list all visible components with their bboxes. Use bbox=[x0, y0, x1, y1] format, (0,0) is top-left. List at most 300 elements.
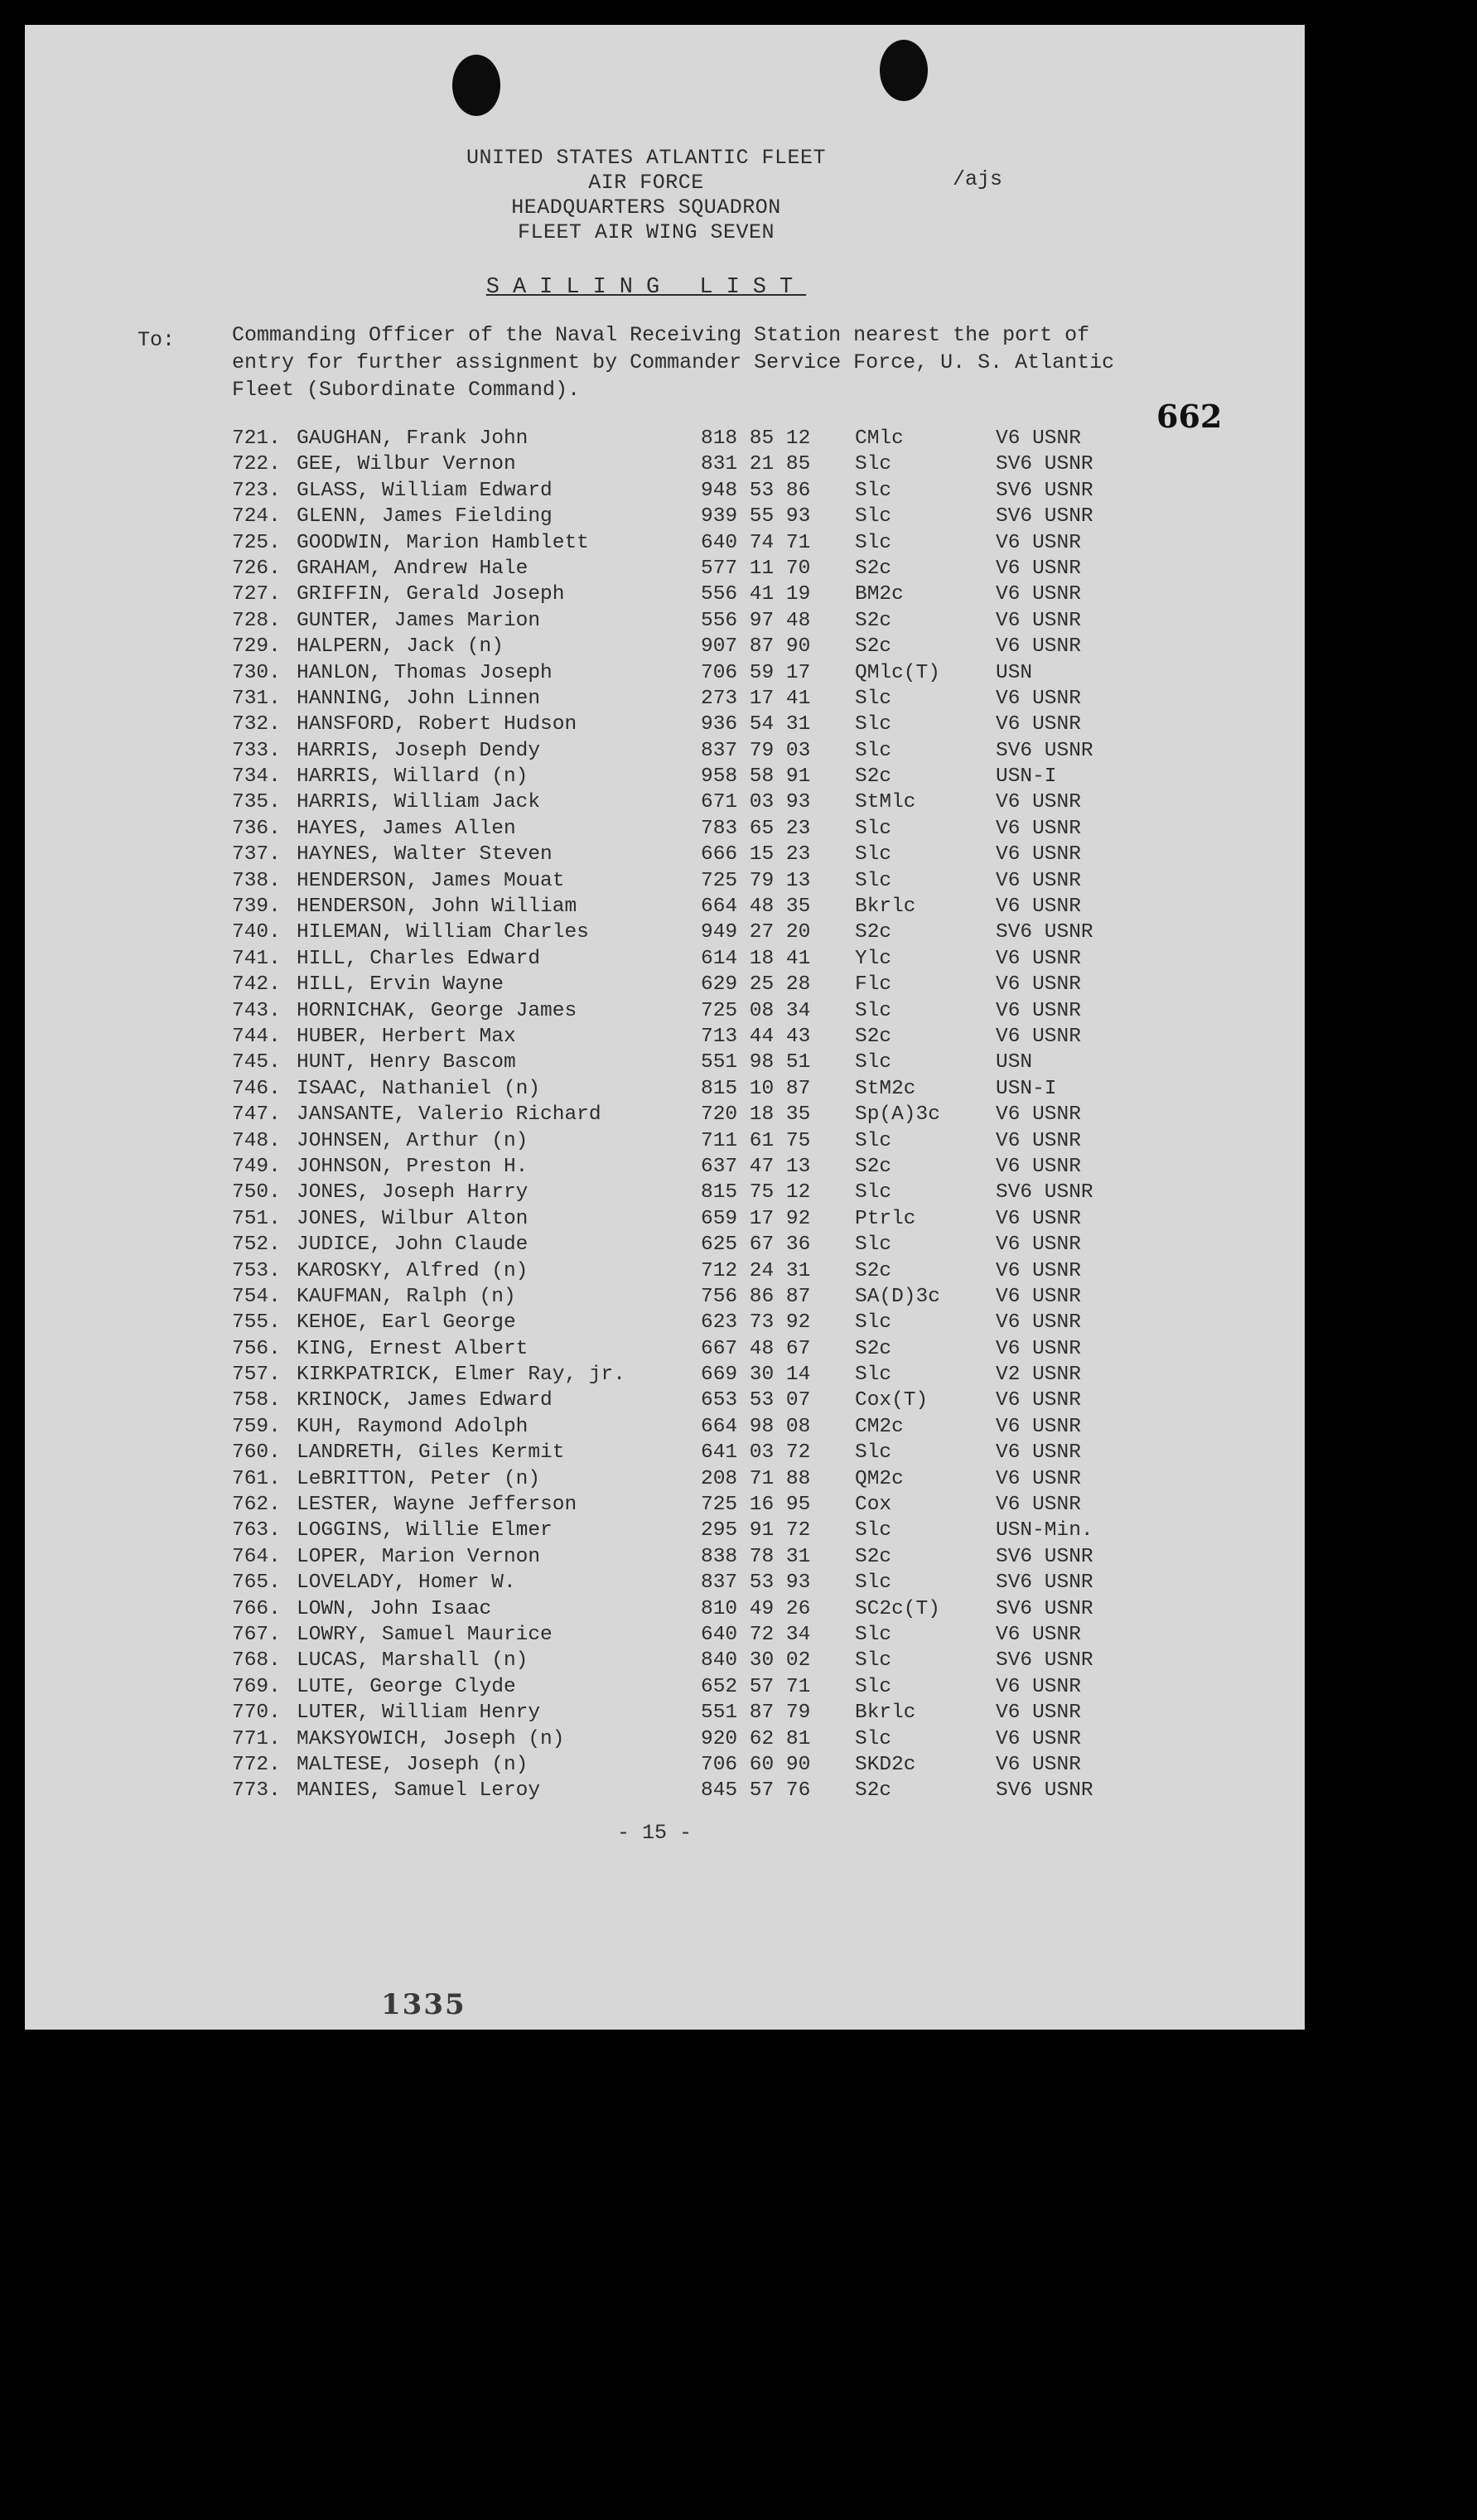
roster-name: JOHNSEN, Arthur (n) bbox=[297, 1129, 529, 1152]
roster-rate: Slc bbox=[855, 1129, 892, 1152]
roster-rate: Slc bbox=[855, 1311, 892, 1335]
roster-rate: Slc bbox=[855, 713, 892, 736]
roster-name: LUCAS, Marshall (n) bbox=[297, 1649, 529, 1673]
roster-service-number: 664 98 08 bbox=[701, 1415, 811, 1438]
roster-name: LOWN, John Isaac bbox=[297, 1597, 492, 1620]
roster-row bbox=[232, 1286, 1185, 1311]
roster-name: KRINOCK, James Edward bbox=[297, 1389, 553, 1412]
roster-name: LOWRY, Samuel Maurice bbox=[297, 1623, 553, 1646]
roster-rate: QMlc(T) bbox=[855, 661, 940, 684]
roster-rate: Cox bbox=[855, 1494, 892, 1517]
roster-rate: Bkrlc bbox=[855, 896, 916, 919]
roster-rate: Slc bbox=[855, 999, 892, 1022]
roster-service-number: 907 87 90 bbox=[701, 635, 811, 659]
roster-service-number: 756 86 87 bbox=[701, 1285, 811, 1308]
roster-rate: S2c bbox=[855, 1545, 892, 1568]
roster-service-number: 659 17 92 bbox=[701, 1207, 811, 1230]
roster-service-number: 556 97 48 bbox=[701, 609, 811, 632]
roster-row bbox=[232, 1078, 1185, 1103]
roster-classification: V6 USNR bbox=[996, 1441, 1081, 1465]
roster-classification: SV6 USNR bbox=[996, 1571, 1093, 1595]
roster-service-number: 640 72 34 bbox=[701, 1623, 811, 1646]
roster-rate: StMlc bbox=[855, 791, 916, 814]
roster-number: 732. bbox=[232, 713, 281, 736]
roster-row bbox=[232, 1233, 1185, 1259]
roster-service-number: 810 49 26 bbox=[701, 1597, 811, 1620]
roster-classification: SV6 USNR bbox=[996, 1597, 1093, 1620]
roster-number: 722. bbox=[232, 453, 281, 476]
roster-rate: Slc bbox=[855, 1051, 892, 1074]
roster-service-number: 837 53 93 bbox=[701, 1571, 811, 1595]
roster-classification: V6 USNR bbox=[996, 1207, 1081, 1230]
roster-row bbox=[232, 635, 1185, 661]
roster-service-number: 295 91 72 bbox=[701, 1519, 811, 1542]
roster-name: GLASS, William Edward bbox=[297, 479, 553, 502]
roster-name: LANDRETH, Giles Kermit bbox=[297, 1441, 565, 1465]
roster-number: 742. bbox=[232, 973, 281, 997]
roster-classification: V6 USNR bbox=[996, 1155, 1081, 1178]
roster-row bbox=[232, 662, 1185, 688]
roster-row bbox=[232, 948, 1185, 973]
roster-name: HAYNES, Walter Steven bbox=[297, 843, 553, 867]
roster-rate: StM2c bbox=[855, 1077, 916, 1100]
roster-number: 766. bbox=[232, 1597, 281, 1620]
roster-row bbox=[232, 1311, 1185, 1337]
letterhead bbox=[414, 146, 878, 245]
roster-rate: Slc bbox=[855, 687, 892, 710]
roster-rate: Slc bbox=[855, 1675, 892, 1698]
roster-number: 746. bbox=[232, 1077, 281, 1100]
roster-service-number: 838 78 31 bbox=[701, 1545, 811, 1568]
roster-name: HANLON, Thomas Joseph bbox=[297, 661, 553, 684]
roster-number: 767. bbox=[232, 1623, 281, 1646]
roster-number: 754. bbox=[232, 1285, 281, 1308]
roster-row bbox=[232, 1338, 1185, 1364]
roster-service-number: 958 58 91 bbox=[701, 765, 811, 789]
roster-rate: SKD2c bbox=[855, 1753, 916, 1776]
roster-classification: SV6 USNR bbox=[996, 453, 1093, 476]
roster-row bbox=[232, 1416, 1185, 1441]
roster-number: 731. bbox=[232, 687, 281, 710]
roster-rate: Slc bbox=[855, 1181, 892, 1204]
roster-name: ISAAC, Nathaniel (n) bbox=[297, 1077, 541, 1100]
roster-row bbox=[232, 870, 1185, 896]
roster-name: HENDERSON, John William bbox=[297, 896, 577, 919]
roster-name: HARRIS, Joseph Dendy bbox=[297, 739, 541, 762]
roster-classification: V6 USNR bbox=[996, 427, 1081, 450]
roster-name: MALTESE, Joseph (n) bbox=[297, 1753, 529, 1776]
roster-number: 738. bbox=[232, 869, 281, 892]
roster-classification: USN bbox=[996, 661, 1033, 684]
roster-name: GLENN, James Fielding bbox=[297, 505, 553, 529]
roster-row bbox=[232, 921, 1185, 947]
roster-name: KAROSKY, Alfred (n) bbox=[297, 1259, 529, 1282]
roster-name: LUTE, George Clyde bbox=[297, 1675, 516, 1698]
roster-name: GRIFFIN, Gerald Joseph bbox=[297, 583, 565, 606]
roster-classification: V6 USNR bbox=[996, 1702, 1081, 1725]
roster-classification: USN bbox=[996, 1051, 1033, 1074]
punch-hole-right bbox=[880, 40, 928, 101]
roster-rate: S2c bbox=[855, 765, 892, 789]
roster-rate: CM2c bbox=[855, 1415, 904, 1438]
roster-rate: BM2c bbox=[855, 583, 904, 606]
roster-service-number: 641 03 72 bbox=[701, 1441, 811, 1465]
roster-service-number: 840 30 02 bbox=[701, 1649, 811, 1673]
roster-name: HUBER, Herbert Max bbox=[297, 1025, 516, 1048]
roster-classification: SV6 USNR bbox=[996, 1181, 1093, 1204]
roster-number: 768. bbox=[232, 1649, 281, 1673]
roster-classification: V6 USNR bbox=[996, 1259, 1081, 1282]
roster-classification: V2 USNR bbox=[996, 1364, 1081, 1387]
roster-service-number: 831 21 85 bbox=[701, 453, 811, 476]
roster-row bbox=[232, 1000, 1185, 1026]
roster-service-number: 637 47 13 bbox=[701, 1155, 811, 1178]
roster-row bbox=[232, 688, 1185, 713]
roster-service-number: 706 59 17 bbox=[701, 661, 811, 684]
roster-number: 751. bbox=[232, 1207, 281, 1230]
roster-service-number: 652 57 71 bbox=[701, 1675, 811, 1698]
roster-name: HUNT, Henry Bascom bbox=[297, 1051, 516, 1074]
roster-number: 761. bbox=[232, 1467, 281, 1490]
roster-name: KEHOE, Earl George bbox=[297, 1311, 516, 1335]
roster-classification: V6 USNR bbox=[996, 791, 1081, 814]
document-title: SAILING LIST bbox=[485, 275, 807, 300]
roster-row bbox=[232, 1649, 1185, 1675]
roster-service-number: 818 85 12 bbox=[701, 427, 811, 450]
roster-rate: Slc bbox=[855, 1649, 892, 1673]
roster-rate: Slc bbox=[855, 1364, 892, 1387]
roster-classification: V6 USNR bbox=[996, 1025, 1081, 1048]
roster-name: HORNICHAK, George James bbox=[297, 999, 577, 1022]
roster-service-number: 713 44 43 bbox=[701, 1025, 811, 1048]
roster-name: LESTER, Wayne Jefferson bbox=[297, 1494, 577, 1517]
roster-name: HANSFORD, Robert Hudson bbox=[297, 713, 577, 736]
roster-number: 758. bbox=[232, 1389, 281, 1412]
roster-number: 747. bbox=[232, 1103, 281, 1127]
roster-row bbox=[232, 453, 1185, 479]
roster-rate: Flc bbox=[855, 973, 892, 997]
roster-row bbox=[232, 1441, 1185, 1467]
roster-number: 728. bbox=[232, 609, 281, 632]
roster-rate: S2c bbox=[855, 1337, 892, 1360]
roster-row bbox=[232, 765, 1185, 791]
roster-name: HARRIS, Willard (n) bbox=[297, 765, 529, 789]
roster-name: JOHNSON, Preston H. bbox=[297, 1155, 529, 1178]
roster-number: 736. bbox=[232, 817, 281, 840]
roster-service-number: 623 73 92 bbox=[701, 1311, 811, 1335]
roster-row bbox=[232, 1468, 1185, 1494]
roster-classification: SV6 USNR bbox=[996, 1779, 1093, 1803]
roster-service-number: 845 57 76 bbox=[701, 1779, 811, 1803]
roster-number: 770. bbox=[232, 1702, 281, 1725]
roster-name: MAKSYOWICH, Joseph (n) bbox=[297, 1727, 565, 1750]
roster-service-number: 949 27 20 bbox=[701, 921, 811, 944]
roster-classification: V6 USNR bbox=[996, 583, 1081, 606]
roster-number: 759. bbox=[232, 1415, 281, 1438]
roster-row bbox=[232, 427, 1185, 453]
roster-row bbox=[232, 740, 1185, 765]
roster-number: 739. bbox=[232, 896, 281, 919]
roster-service-number: 920 62 81 bbox=[701, 1727, 811, 1750]
roster-name: HARRIS, William Jack bbox=[297, 791, 541, 814]
roster-number: 763. bbox=[232, 1519, 281, 1542]
roster-rate: Slc bbox=[855, 739, 892, 762]
roster-number: 756. bbox=[232, 1337, 281, 1360]
roster-rate: Slc bbox=[855, 1441, 892, 1465]
roster-rate: SA(D)3c bbox=[855, 1285, 940, 1308]
roster-rate: S2c bbox=[855, 635, 892, 659]
roster-row bbox=[232, 1494, 1185, 1519]
roster-row bbox=[232, 1754, 1185, 1779]
roster-name: HILL, Charles Edward bbox=[297, 947, 541, 970]
roster-row bbox=[232, 791, 1185, 817]
roster-service-number: 629 25 28 bbox=[701, 973, 811, 997]
letterhead-line-1: UNITED STATES ATLANTIC FLEET bbox=[466, 146, 827, 170]
roster-row bbox=[232, 1130, 1185, 1156]
roster-classification: V6 USNR bbox=[996, 1415, 1081, 1438]
roster-number: 748. bbox=[232, 1129, 281, 1152]
roster-classification: SV6 USNR bbox=[996, 921, 1093, 944]
roster-rate: S2c bbox=[855, 921, 892, 944]
roster-name: LeBRITTON, Peter (n) bbox=[297, 1467, 541, 1490]
roster-rate: Slc bbox=[855, 1727, 892, 1750]
roster-number: 743. bbox=[232, 999, 281, 1022]
roster-service-number: 664 48 35 bbox=[701, 896, 811, 919]
roster-row bbox=[232, 558, 1185, 583]
roster-service-number: 725 08 34 bbox=[701, 999, 811, 1022]
roster-number: 745. bbox=[232, 1051, 281, 1074]
typist-initials: /ajs bbox=[953, 167, 1003, 191]
roster-name: KAUFMAN, Ralph (n) bbox=[297, 1285, 516, 1308]
roster-name: HILEMAN, William Charles bbox=[297, 921, 589, 944]
roster-number: 730. bbox=[232, 661, 281, 684]
roster-row bbox=[232, 505, 1185, 531]
roster-number: 734. bbox=[232, 765, 281, 789]
roster-service-number: 783 65 23 bbox=[701, 817, 811, 840]
roster-number: 760. bbox=[232, 1441, 281, 1465]
roster-name: HENDERSON, James Mouat bbox=[297, 869, 565, 892]
roster-service-number: 712 24 31 bbox=[701, 1259, 811, 1282]
roster-rate: Bkrlc bbox=[855, 1702, 916, 1725]
roster-rate: Slc bbox=[855, 1571, 892, 1595]
roster-classification: V6 USNR bbox=[996, 531, 1081, 554]
roster-classification: V6 USNR bbox=[996, 973, 1081, 997]
roster-number: 762. bbox=[232, 1494, 281, 1517]
roster-number: 753. bbox=[232, 1259, 281, 1282]
roster-classification: V6 USNR bbox=[996, 817, 1081, 840]
roster-service-number: 667 48 67 bbox=[701, 1337, 811, 1360]
roster-row bbox=[232, 843, 1185, 869]
roster-rate: S2c bbox=[855, 1779, 892, 1803]
addressee-text: Commanding Officer of the Naval Receiving Station nearest the port of entry for further assignment by Commander Service Force, U. S. Atlantic Fleet (Subordinate Command). bbox=[232, 323, 1115, 402]
roster-name: GOODWIN, Marion Hamblett bbox=[297, 531, 589, 554]
roster-classification: SV6 USNR bbox=[996, 479, 1093, 502]
roster-number: 725. bbox=[232, 531, 281, 554]
roster-classification: USN-Min. bbox=[996, 1519, 1093, 1542]
roster-number: 723. bbox=[232, 479, 281, 502]
roster-classification: V6 USNR bbox=[996, 609, 1081, 632]
roster-service-number: 711 61 75 bbox=[701, 1129, 811, 1152]
roster-service-number: 551 87 79 bbox=[701, 1702, 811, 1725]
roster-rate: Slc bbox=[855, 869, 892, 892]
roster-number: 741. bbox=[232, 947, 281, 970]
roster-service-number: 666 15 23 bbox=[701, 843, 811, 867]
roster-name: JONES, Wilbur Alton bbox=[297, 1207, 529, 1230]
roster-number: 724. bbox=[232, 505, 281, 529]
roster-name: HAYES, James Allen bbox=[297, 817, 516, 840]
roster-classification: USN-I bbox=[996, 765, 1057, 789]
roster-number: 721. bbox=[232, 427, 281, 450]
roster-number: 726. bbox=[232, 557, 281, 580]
roster-name: HILL, Ervin Wayne bbox=[297, 973, 504, 997]
roster-number: 769. bbox=[232, 1675, 281, 1698]
roster-service-number: 640 74 71 bbox=[701, 531, 811, 554]
roster-number: 773. bbox=[232, 1779, 281, 1803]
roster-classification: V6 USNR bbox=[996, 869, 1081, 892]
roster-number: 740. bbox=[232, 921, 281, 944]
roster-classification: V6 USNR bbox=[996, 1675, 1081, 1698]
roster-row bbox=[232, 1728, 1185, 1754]
roster-classification: SV6 USNR bbox=[996, 505, 1093, 529]
roster-service-number: 556 41 19 bbox=[701, 583, 811, 606]
roster-row bbox=[232, 1676, 1185, 1702]
roster-classification: V6 USNR bbox=[996, 1233, 1081, 1257]
roster-rate: Slc bbox=[855, 1519, 892, 1542]
roster-rate: Slc bbox=[855, 817, 892, 840]
roster-name: MANIES, Samuel Leroy bbox=[297, 1779, 541, 1803]
roster-name: LOVELADY, Homer W. bbox=[297, 1571, 516, 1595]
roster-number: 744. bbox=[232, 1025, 281, 1048]
roster-number: 757. bbox=[232, 1364, 281, 1387]
roster-rate: Sp(A)3c bbox=[855, 1103, 940, 1127]
roster-classification: V6 USNR bbox=[996, 1494, 1081, 1517]
roster-row bbox=[232, 1208, 1185, 1233]
roster-row bbox=[232, 1156, 1185, 1181]
roster-service-number: 948 53 86 bbox=[701, 479, 811, 502]
roster-name: GAUGHAN, Frank John bbox=[297, 427, 529, 450]
roster-rate: Slc bbox=[855, 479, 892, 502]
roster-service-number: 273 17 41 bbox=[701, 687, 811, 710]
roster-classification: V6 USNR bbox=[996, 1103, 1081, 1127]
roster-service-number: 671 03 93 bbox=[701, 791, 811, 814]
roster-number: 752. bbox=[232, 1233, 281, 1257]
roster-row bbox=[232, 1181, 1185, 1207]
roster-classification: V6 USNR bbox=[996, 1311, 1081, 1335]
roster-classification: V6 USNR bbox=[996, 1623, 1081, 1646]
roster-row bbox=[232, 1598, 1185, 1624]
roster-classification: USN-I bbox=[996, 1077, 1057, 1100]
roster-classification: SV6 USNR bbox=[996, 739, 1093, 762]
roster-name: GEE, Wilbur Vernon bbox=[297, 453, 516, 476]
roster-service-number: 208 71 88 bbox=[701, 1467, 811, 1490]
roster-row bbox=[232, 1026, 1185, 1051]
roster-number: 749. bbox=[232, 1155, 281, 1178]
roster-row bbox=[232, 583, 1185, 609]
roster-row bbox=[232, 1051, 1185, 1077]
roster-service-number: 551 98 51 bbox=[701, 1051, 811, 1074]
roster-classification: V6 USNR bbox=[996, 713, 1081, 736]
roster-rate: Cox(T) bbox=[855, 1389, 929, 1412]
document-page bbox=[25, 25, 1305, 2030]
roster-rate: QM2c bbox=[855, 1467, 904, 1490]
roster-classification: V6 USNR bbox=[996, 1467, 1081, 1490]
page-number: - 15 - bbox=[616, 1821, 692, 1845]
roster-row bbox=[232, 1702, 1185, 1727]
roster-number: 750. bbox=[232, 1181, 281, 1204]
roster-row bbox=[232, 1546, 1185, 1571]
letterhead-line-4: FLEET AIR WING SEVEN bbox=[517, 220, 775, 244]
roster-rate: Slc bbox=[855, 531, 892, 554]
roster-classification: V6 USNR bbox=[996, 1129, 1081, 1152]
roster-service-number: 720 18 35 bbox=[701, 1103, 811, 1127]
document-id-stamp: 1335 bbox=[381, 1988, 466, 2021]
punch-hole-left bbox=[452, 55, 500, 116]
roster-number: 737. bbox=[232, 843, 281, 867]
roster-service-number: 815 10 87 bbox=[701, 1077, 811, 1100]
roster-service-number: 936 54 31 bbox=[701, 713, 811, 736]
roster-row bbox=[232, 1103, 1185, 1129]
roster-name: KING, Ernest Albert bbox=[297, 1337, 529, 1360]
roster-row bbox=[232, 480, 1185, 505]
roster-number: 735. bbox=[232, 791, 281, 814]
roster-service-number: 706 60 90 bbox=[701, 1753, 811, 1776]
roster-classification: V6 USNR bbox=[996, 1727, 1081, 1750]
roster-name: KIRKPATRICK, Elmer Ray, jr. bbox=[297, 1364, 625, 1387]
roster-rate: Ylc bbox=[855, 947, 892, 970]
roster-row bbox=[232, 973, 1185, 999]
roster-classification: SV6 USNR bbox=[996, 1649, 1093, 1673]
roster-service-number: 669 30 14 bbox=[701, 1364, 811, 1387]
roster-row bbox=[232, 610, 1185, 635]
roster-name: JANSANTE, Valerio Richard bbox=[297, 1103, 601, 1127]
roster-classification: V6 USNR bbox=[996, 687, 1081, 710]
roster-classification: V6 USNR bbox=[996, 1389, 1081, 1412]
roster-rate: S2c bbox=[855, 1025, 892, 1048]
roster-name: LUTER, William Henry bbox=[297, 1702, 541, 1725]
roster-service-number: 837 79 03 bbox=[701, 739, 811, 762]
roster-row bbox=[232, 818, 1185, 843]
roster-classification: V6 USNR bbox=[996, 557, 1081, 580]
roster-number: 772. bbox=[232, 1753, 281, 1776]
roster-classification: V6 USNR bbox=[996, 635, 1081, 659]
roster-classification: V6 USNR bbox=[996, 896, 1081, 919]
roster-name: LOPER, Marion Vernon bbox=[297, 1545, 541, 1568]
roster-name: GUNTER, James Marion bbox=[297, 609, 541, 632]
roster-name: JONES, Joseph Harry bbox=[297, 1181, 529, 1204]
roster-classification: V6 USNR bbox=[996, 1753, 1081, 1776]
roster-classification: SV6 USNR bbox=[996, 1545, 1093, 1568]
roster-rate: Slc bbox=[855, 1623, 892, 1646]
roster-name: GRAHAM, Andrew Hale bbox=[297, 557, 529, 580]
roster-service-number: 653 53 07 bbox=[701, 1389, 811, 1412]
sailing-roster bbox=[232, 427, 1185, 1806]
roster-rate: Slc bbox=[855, 1233, 892, 1257]
roster-row bbox=[232, 713, 1185, 739]
roster-name: HALPERN, Jack (n) bbox=[297, 635, 504, 659]
roster-name: JUDICE, John Claude bbox=[297, 1233, 529, 1257]
roster-service-number: 577 11 70 bbox=[701, 557, 811, 580]
roster-name: HANNING, John Linnen bbox=[297, 687, 541, 710]
roster-number: 765. bbox=[232, 1571, 281, 1595]
roster-row bbox=[232, 1389, 1185, 1415]
roster-rate: CMlc bbox=[855, 427, 904, 450]
roster-row bbox=[232, 1364, 1185, 1389]
roster-number: 733. bbox=[232, 739, 281, 762]
roster-number: 764. bbox=[232, 1545, 281, 1568]
roster-classification: V6 USNR bbox=[996, 843, 1081, 867]
roster-service-number: 625 67 36 bbox=[701, 1233, 811, 1257]
roster-rate: S2c bbox=[855, 609, 892, 632]
